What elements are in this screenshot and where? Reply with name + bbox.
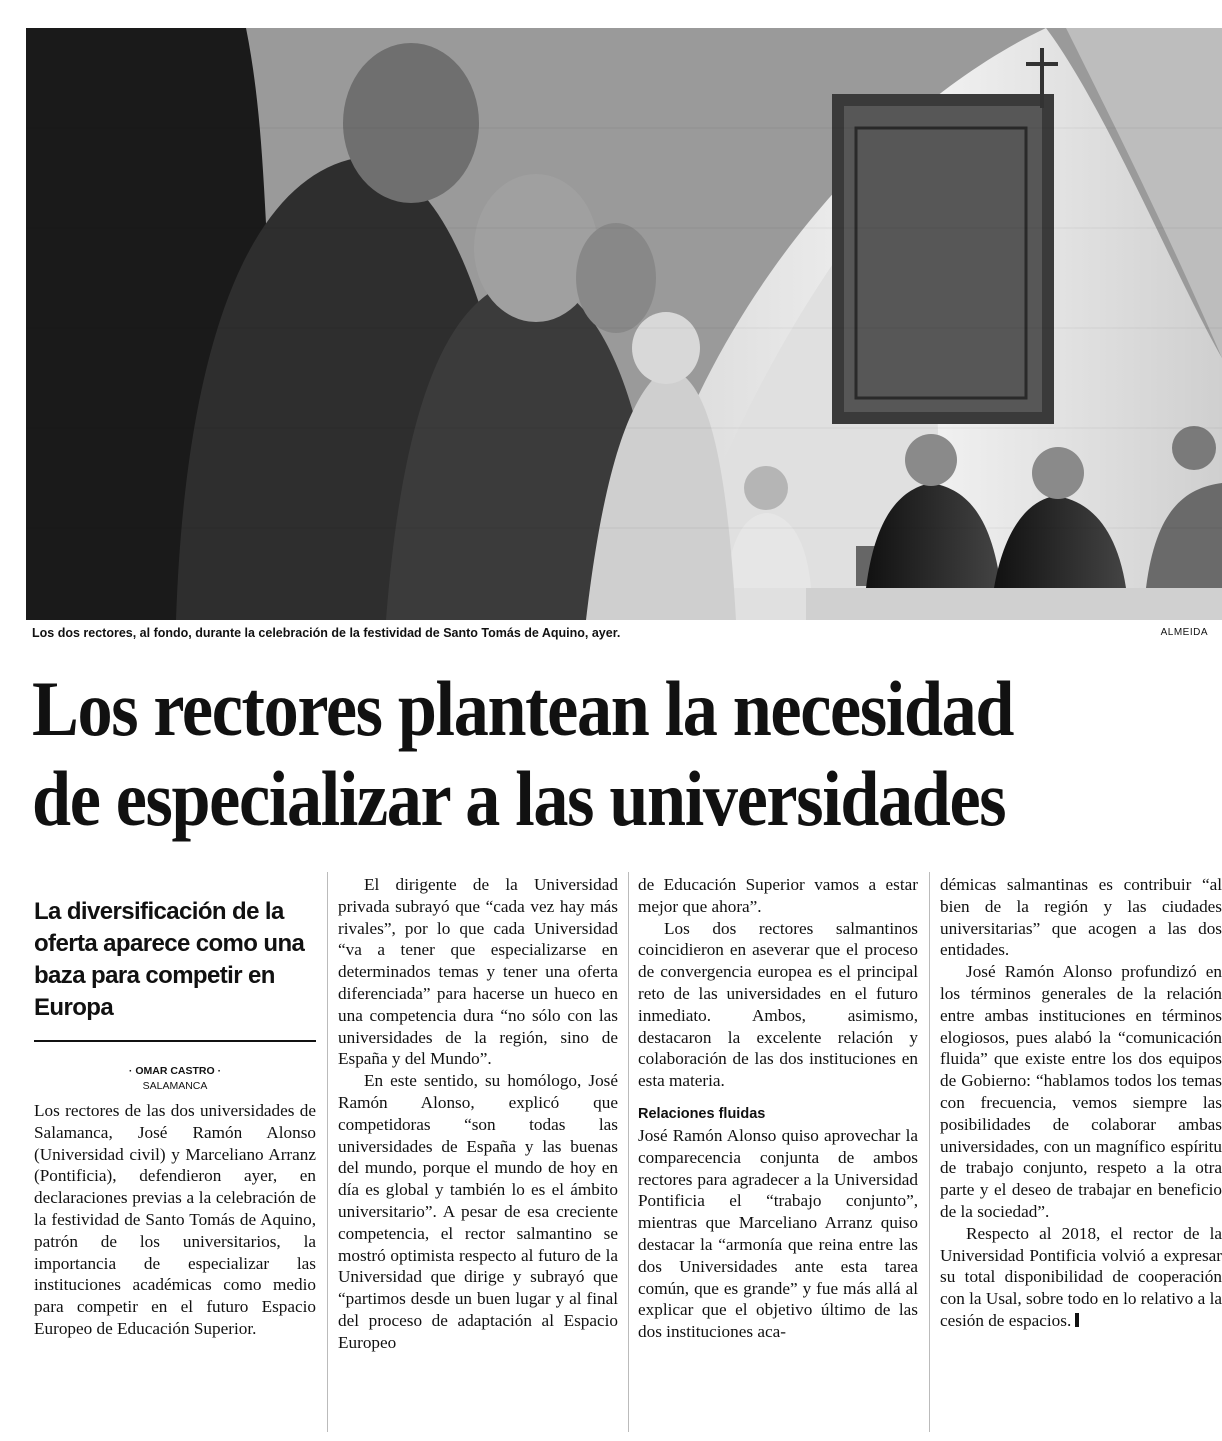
paragraph: José Ramón Alonso quiso aprovechar la comparecencia conjunta de ambos rectores para agradecer a la Universidad Pontificia el “trabajo conjunto”, mientras que Marceliano Arranz quiso destacar la “armonía que reina entre las dos Universidades ante esta tarea común, que es grande” y fue más allá al explicar que el objetivo último de las dos instituciones aca-: [638, 1125, 918, 1342]
article-column-4: [940, 874, 1222, 1434]
headline-line-2: de especializar a las universidades: [32, 755, 1006, 842]
byline-author: · OMAR CASTRO ·: [128, 1065, 222, 1077]
paragraph: José Ramón Alonso profundizó en los términos generales de la relación entre ambas instituciones en términos elogiosos, pues alabó la “comunicación fluida” que existe entre los dos equipos de Gobierno: “hablamos todos los temas con frecuencia, vemos siempre las posibilidades de colaborar ambas universidades, con un magnífico espíritu de trabajo conjunto, respeto a la otra parte y el deseo de trabajar en beneficio de la sociedad”.: [940, 962, 1222, 1221]
byline-place: SALAMANCA: [142, 1080, 208, 1092]
photo-caption: [32, 626, 1212, 644]
caption-text: Los dos rectores, al fondo, durante la celebración de la festividad de Santo Tomás de Aquino, ayer.: [32, 626, 621, 640]
photo-illustration: [26, 28, 1222, 620]
paragraph-text: Respecto al 2018, el rector de la Universidad Pontificia volvió a expresar su total disponibilidad de cooperación con la Usal, sobre todo en lo relativo a la cesión de espacios.: [940, 1223, 1222, 1330]
column-rule: [929, 872, 930, 1432]
photo-credit: ALMEIDA: [1160, 627, 1208, 638]
article-column-2: [338, 874, 618, 1434]
column-rule: [628, 872, 629, 1432]
paragraph: Los rectores de las dos universidades de Salamanca, José Ramón Alonso (Universidad civil) y Marceliano Arranz (Pontificia), defendieron ayer, en declaraciones previas a la celebración de la festividad de Santo Tomás de Aquino, patrón de los universitarios, la importancia de especializar las instituciones académicas como medio para competir en el futuro Espacio Europeo de Educación Superior.: [34, 1101, 316, 1338]
paragraph-last: [940, 1223, 1222, 1332]
article-column-3: [638, 874, 918, 1434]
article-column-1: [34, 874, 316, 1434]
deck-subtitle: La diversificación de la oferta aparece como una baza para competir en Europa: [34, 896, 316, 1042]
news-photo: [26, 28, 1222, 620]
paragraph: de Educación Superior vamos a estar mejor que ahora”.: [638, 875, 918, 916]
paragraph: En este sentido, su homólogo, José Ramón Alonso, explicó que competidoras “son todas las universidades de España y las buenas del mundo, porque el mundo de hoy en día es global y también lo es el ámbito universitario”. A pesar de esa creciente competencia, el rector salmantino se mostró optimista respecto al futuro de la Universidad que dirige y subrayó que “partimos desde un buen lugar y al final del proceso de adaptación al Espacio Europeo: [338, 1071, 618, 1352]
paragraph: démicas salmantinas es contribuir “al bien de la región y las ciudades universitarias” que acogen a las dos entidades.: [940, 875, 1222, 960]
headline: [32, 664, 1099, 844]
byline: [34, 1064, 316, 1094]
column-rule: [327, 872, 328, 1432]
end-mark-icon: [1075, 1313, 1079, 1327]
paragraph: Los dos rectores salmantinos coincidieron en aseverar que el proceso de convergencia europea es el principal reto de las universidades en el futuro inmediato. Ambos, asimismo, destacaron la excelente relación y colaboración de las dos instituciones en esta materia.: [638, 918, 918, 1091]
subheading: Relaciones fluidas: [638, 1105, 766, 1122]
headline-line-1: Los rectores plantean la necesidad: [32, 665, 1014, 752]
paragraph: El dirigente de la Universidad privada subrayó que “cada vez hay más rivales”, por lo que cada Universidad “va a tener que especializarse en determinados temas y tener una oferta diferenciada” para hacerse un hueco en una competencia dura “no sólo con las universidades de la región, sino de España y del Mundo”.: [338, 875, 618, 1069]
